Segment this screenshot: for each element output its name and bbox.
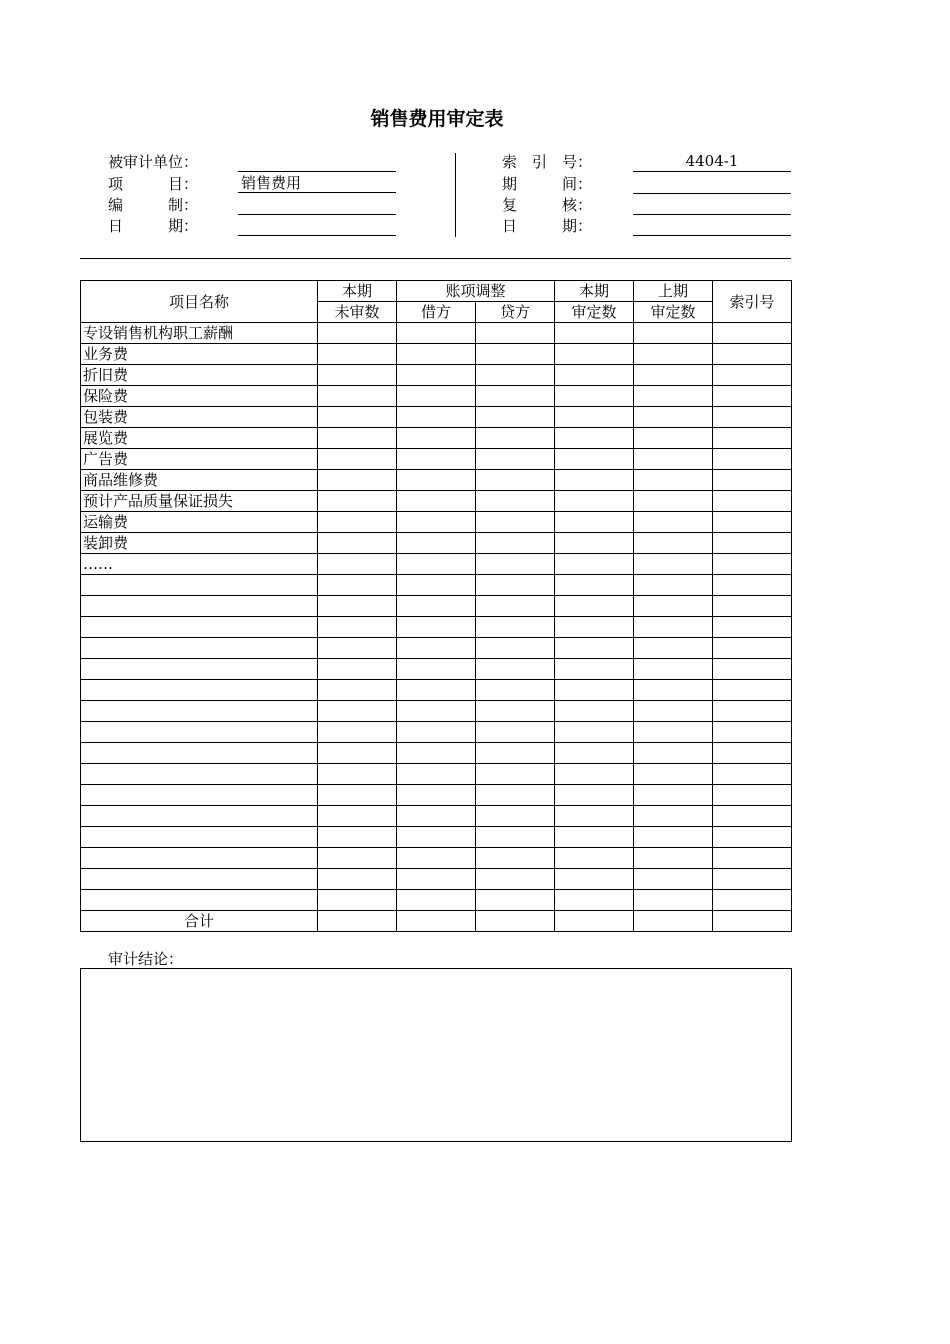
table-row [81,533,792,554]
row-credit-cell[interactable] [476,491,555,512]
row-debit-cell[interactable] [397,596,476,617]
row-unaudited-cell[interactable] [318,428,397,449]
row-item-name[interactable]: 运输费 [81,512,318,533]
table-row [81,449,792,470]
prepared-by-field[interactable] [238,195,396,215]
row-audited-cell[interactable] [555,533,634,554]
col-header-index-no: 索引号 [713,281,792,323]
row-item-name[interactable] [81,806,318,827]
table-row [81,428,792,449]
row-item-name[interactable]: 包装费 [81,407,318,428]
row-credit-cell[interactable] [476,554,555,575]
row-audited-cell[interactable] [555,386,634,407]
total-audited-cell[interactable] [555,911,634,932]
row-audited-cell[interactable] [555,701,634,722]
table-row [81,554,792,575]
row-debit-cell[interactable] [397,470,476,491]
row-index-cell[interactable] [713,449,792,470]
row-unaudited-cell[interactable] [318,659,397,680]
date-field-left[interactable] [238,216,396,236]
table-row [81,869,792,890]
row-item-name[interactable] [81,617,318,638]
row-unaudited-cell[interactable] [318,806,397,827]
item-field[interactable]: 销售费用 [238,174,396,193]
row-prev-audited-cell[interactable] [634,512,713,533]
row-audited-cell[interactable] [555,575,634,596]
row-prev-audited-cell[interactable] [634,785,713,806]
row-item-name[interactable]: 预计产品质量保证损失 [81,491,318,512]
row-credit-cell[interactable] [476,470,555,491]
row-prev-audited-cell[interactable] [634,638,713,659]
row-index-cell[interactable] [713,722,792,743]
row-index-cell[interactable] [713,617,792,638]
row-unaudited-cell[interactable] [318,470,397,491]
period-field[interactable] [633,174,791,194]
row-debit-cell[interactable] [397,743,476,764]
field-label: 期 间： [502,175,593,193]
row-index-cell[interactable] [713,785,792,806]
field-label: 项 目： [108,175,199,193]
row-item-name[interactable]: 商品维修费 [81,470,318,491]
row-prev-audited-cell[interactable] [634,470,713,491]
row-credit-cell[interactable] [476,617,555,638]
table-row [81,806,792,827]
row-debit-cell[interactable] [397,638,476,659]
row-prev-audited-cell[interactable] [634,386,713,407]
row-debit-cell[interactable] [397,890,476,911]
row-prev-audited-cell[interactable] [634,365,713,386]
header-separator [80,258,791,259]
row-prev-audited-cell[interactable] [634,617,713,638]
row-prev-audited-cell[interactable] [634,554,713,575]
row-credit-cell[interactable] [476,806,555,827]
row-audited-cell[interactable] [555,722,634,743]
row-prev-audited-cell[interactable] [634,764,713,785]
row-credit-cell[interactable] [476,701,555,722]
total-unaudited-cell[interactable] [318,911,397,932]
page-title: 销售费用审定表 [370,108,504,130]
row-audited-cell[interactable] [555,848,634,869]
table-row [81,617,792,638]
row-debit-cell[interactable] [397,449,476,470]
row-index-cell[interactable] [713,869,792,890]
field-label: 索 引 号： [502,153,593,171]
row-audited-cell[interactable] [555,890,634,911]
row-index-cell[interactable] [713,533,792,554]
row-index-cell[interactable] [713,512,792,533]
row-index-cell[interactable] [713,428,792,449]
total-prev-audited-cell[interactable] [634,911,713,932]
row-unaudited-cell[interactable] [318,764,397,785]
row-credit-cell[interactable] [476,869,555,890]
row-audited-cell[interactable] [555,344,634,365]
row-unaudited-cell[interactable] [318,785,397,806]
row-unaudited-cell[interactable] [318,407,397,428]
row-index-cell[interactable] [713,491,792,512]
row-debit-cell[interactable] [397,323,476,344]
row-debit-cell[interactable] [397,722,476,743]
row-credit-cell[interactable] [476,344,555,365]
row-prev-audited-cell[interactable] [634,890,713,911]
table-row [81,470,792,491]
table-row [81,701,792,722]
row-debit-cell[interactable] [397,806,476,827]
audit-table [80,280,792,932]
header-divider [455,153,456,237]
row-unaudited-cell[interactable] [318,701,397,722]
table-row [81,638,792,659]
table-row [81,722,792,743]
row-prev-audited-cell[interactable] [634,596,713,617]
reviewer-field[interactable] [633,195,791,215]
row-debit-cell[interactable] [397,785,476,806]
row-unaudited-cell[interactable] [318,386,397,407]
table-body [81,323,792,932]
row-audited-cell[interactable] [555,764,634,785]
table-row [81,764,792,785]
row-debit-cell[interactable] [397,533,476,554]
row-debit-cell[interactable] [397,491,476,512]
table-row [81,365,792,386]
row-item-name[interactable] [81,680,318,701]
row-debit-cell[interactable] [397,365,476,386]
total-row [81,911,792,932]
col-header-prev-line1: 上期 [634,281,713,302]
row-debit-cell[interactable] [397,386,476,407]
row-index-cell[interactable] [713,701,792,722]
col-header-adjustments: 账项调整 [397,281,555,302]
table-row [81,407,792,428]
row-debit-cell[interactable] [397,680,476,701]
row-item-name[interactable] [81,575,318,596]
field-label: 日 期： [502,217,593,235]
row-audited-cell[interactable] [555,365,634,386]
total-debit-cell[interactable] [397,911,476,932]
row-index-cell[interactable] [713,596,792,617]
row-unaudited-cell[interactable] [318,596,397,617]
table-row [81,575,792,596]
row-unaudited-cell[interactable] [318,638,397,659]
row-audited-cell[interactable] [555,449,634,470]
col-header-credit: 贷方 [476,302,555,323]
row-item-name[interactable]: …… [81,554,318,575]
row-credit-cell[interactable] [476,386,555,407]
row-item-name[interactable]: 装卸费 [81,533,318,554]
row-credit-cell[interactable] [476,428,555,449]
row-item-name[interactable] [81,848,318,869]
col-header-debit: 借方 [397,302,476,323]
row-credit-cell[interactable] [476,575,555,596]
row-credit-cell[interactable] [476,449,555,470]
table-row [81,827,792,848]
row-audited-cell[interactable] [555,869,634,890]
row-debit-cell[interactable] [397,428,476,449]
row-credit-cell[interactable] [476,533,555,554]
row-index-cell[interactable] [713,827,792,848]
row-audited-cell[interactable] [555,638,634,659]
row-index-cell[interactable] [713,323,792,344]
row-audited-cell[interactable] [555,617,634,638]
row-item-name[interactable] [81,869,318,890]
row-index-cell[interactable] [713,743,792,764]
row-index-cell[interactable] [713,890,792,911]
table-row [81,512,792,533]
row-audited-cell[interactable] [555,806,634,827]
row-credit-cell[interactable] [476,890,555,911]
row-audited-cell[interactable] [555,680,634,701]
row-debit-cell[interactable] [397,407,476,428]
row-unaudited-cell[interactable] [318,323,397,344]
row-debit-cell[interactable] [397,512,476,533]
row-index-cell[interactable] [713,848,792,869]
table-row [81,323,792,344]
table-row [81,680,792,701]
row-item-name[interactable] [81,764,318,785]
conclusion-box[interactable] [80,968,792,1142]
row-item-name[interactable]: 折旧费 [81,365,318,386]
row-credit-cell[interactable] [476,659,555,680]
row-item-name[interactable] [81,827,318,848]
audited-entity-field[interactable] [238,152,396,172]
row-credit-cell[interactable] [476,512,555,533]
total-credit-cell[interactable] [476,911,555,932]
row-credit-cell[interactable] [476,827,555,848]
row-item-name[interactable] [81,743,318,764]
row-prev-audited-cell[interactable] [634,659,713,680]
table-row [81,890,792,911]
row-prev-audited-cell[interactable] [634,491,713,512]
field-label: 复 核： [502,196,593,214]
row-debit-cell[interactable] [397,659,476,680]
row-audited-cell[interactable] [555,554,634,575]
row-debit-cell[interactable] [397,701,476,722]
row-unaudited-cell[interactable] [318,848,397,869]
table-row [81,344,792,365]
row-index-cell[interactable] [713,470,792,491]
row-debit-cell[interactable] [397,554,476,575]
row-debit-cell[interactable] [397,344,476,365]
row-audited-cell[interactable] [555,323,634,344]
row-prev-audited-cell[interactable] [634,428,713,449]
col-header-unaudited-line1: 本期 [318,281,397,302]
row-credit-cell[interactable] [476,596,555,617]
row-item-name[interactable] [81,785,318,806]
row-unaudited-cell[interactable] [318,575,397,596]
table-row [81,743,792,764]
row-audited-cell[interactable] [555,785,634,806]
row-prev-audited-cell[interactable] [634,323,713,344]
row-index-cell[interactable] [713,407,792,428]
row-prev-audited-cell[interactable] [634,449,713,470]
row-audited-cell[interactable] [555,470,634,491]
col-header-prev-line2: 审定数 [634,302,713,323]
conclusion-label: 审计结论： [108,950,184,968]
table-row [81,596,792,617]
date-field-right[interactable] [633,216,791,236]
table-row [81,659,792,680]
row-prev-audited-cell[interactable] [634,407,713,428]
row-credit-cell[interactable] [476,764,555,785]
row-item-name[interactable] [81,890,318,911]
row-audited-cell[interactable] [555,659,634,680]
row-index-cell[interactable] [713,806,792,827]
row-unaudited-cell[interactable] [318,743,397,764]
row-unaudited-cell[interactable] [318,617,397,638]
row-audited-cell[interactable] [555,428,634,449]
row-audited-cell[interactable] [555,491,634,512]
row-audited-cell[interactable] [555,743,634,764]
row-audited-cell[interactable] [555,827,634,848]
row-prev-audited-cell[interactable] [634,869,713,890]
row-unaudited-cell[interactable] [318,554,397,575]
row-prev-audited-cell[interactable] [634,701,713,722]
row-unaudited-cell[interactable] [318,449,397,470]
row-debit-cell[interactable] [397,869,476,890]
row-index-cell[interactable] [713,575,792,596]
row-credit-cell[interactable] [476,848,555,869]
row-item-name[interactable]: 业务费 [81,344,318,365]
table-row [81,491,792,512]
row-prev-audited-cell[interactable] [634,806,713,827]
row-unaudited-cell[interactable] [318,533,397,554]
row-credit-cell[interactable] [476,638,555,659]
row-unaudited-cell[interactable] [318,827,397,848]
row-unaudited-cell[interactable] [318,680,397,701]
field-label: 日 期： [108,217,199,235]
row-prev-audited-cell[interactable] [634,827,713,848]
row-index-cell[interactable] [713,386,792,407]
row-index-cell[interactable] [713,659,792,680]
row-credit-cell[interactable] [476,722,555,743]
row-credit-cell[interactable] [476,743,555,764]
row-debit-cell[interactable] [397,827,476,848]
row-prev-audited-cell[interactable] [634,575,713,596]
row-credit-cell[interactable] [476,680,555,701]
row-prev-audited-cell[interactable] [634,680,713,701]
row-item-name[interactable] [81,596,318,617]
total-index-cell[interactable] [713,911,792,932]
row-debit-cell[interactable] [397,575,476,596]
col-header-item-name: 项目名称 [81,281,318,323]
row-item-name[interactable] [81,701,318,722]
row-item-name[interactable]: 广告费 [81,449,318,470]
table-row [81,386,792,407]
row-unaudited-cell[interactable] [318,722,397,743]
row-unaudited-cell[interactable] [318,365,397,386]
row-credit-cell[interactable] [476,365,555,386]
field-label: 被审计单位： [108,153,199,171]
row-audited-cell[interactable] [555,512,634,533]
table-row [81,848,792,869]
row-prev-audited-cell[interactable] [634,533,713,554]
row-prev-audited-cell[interactable] [634,344,713,365]
row-index-cell[interactable] [713,764,792,785]
row-credit-cell[interactable] [476,785,555,806]
row-prev-audited-cell[interactable] [634,848,713,869]
row-prev-audited-cell[interactable] [634,722,713,743]
row-debit-cell[interactable] [397,617,476,638]
field-label: 编 制： [108,196,199,214]
row-index-cell[interactable] [713,344,792,365]
row-item-name[interactable] [81,722,318,743]
row-prev-audited-cell[interactable] [634,743,713,764]
col-header-audited-line1: 本期 [555,281,634,302]
row-credit-cell[interactable] [476,407,555,428]
row-unaudited-cell[interactable] [318,890,397,911]
col-header-unaudited-line2: 未审数 [318,302,397,323]
index-no-field[interactable]: 4404-1 [633,152,791,172]
total-label: 合计 [81,911,318,932]
row-index-cell[interactable] [713,638,792,659]
row-debit-cell[interactable] [397,764,476,785]
row-unaudited-cell[interactable] [318,512,397,533]
row-index-cell[interactable] [713,554,792,575]
col-header-audited-line2: 审定数 [555,302,634,323]
table-row [81,785,792,806]
row-unaudited-cell[interactable] [318,491,397,512]
row-item-name[interactable] [81,638,318,659]
row-audited-cell[interactable] [555,596,634,617]
row-index-cell[interactable] [713,680,792,701]
row-unaudited-cell[interactable] [318,869,397,890]
row-index-cell[interactable] [713,365,792,386]
row-credit-cell[interactable] [476,323,555,344]
row-item-name[interactable] [81,659,318,680]
row-item-name[interactable]: 保险费 [81,386,318,407]
row-item-name[interactable]: 展览费 [81,428,318,449]
row-debit-cell[interactable] [397,848,476,869]
row-item-name[interactable]: 专设销售机构职工薪酬 [81,323,318,344]
row-unaudited-cell[interactable] [318,344,397,365]
row-audited-cell[interactable] [555,407,634,428]
